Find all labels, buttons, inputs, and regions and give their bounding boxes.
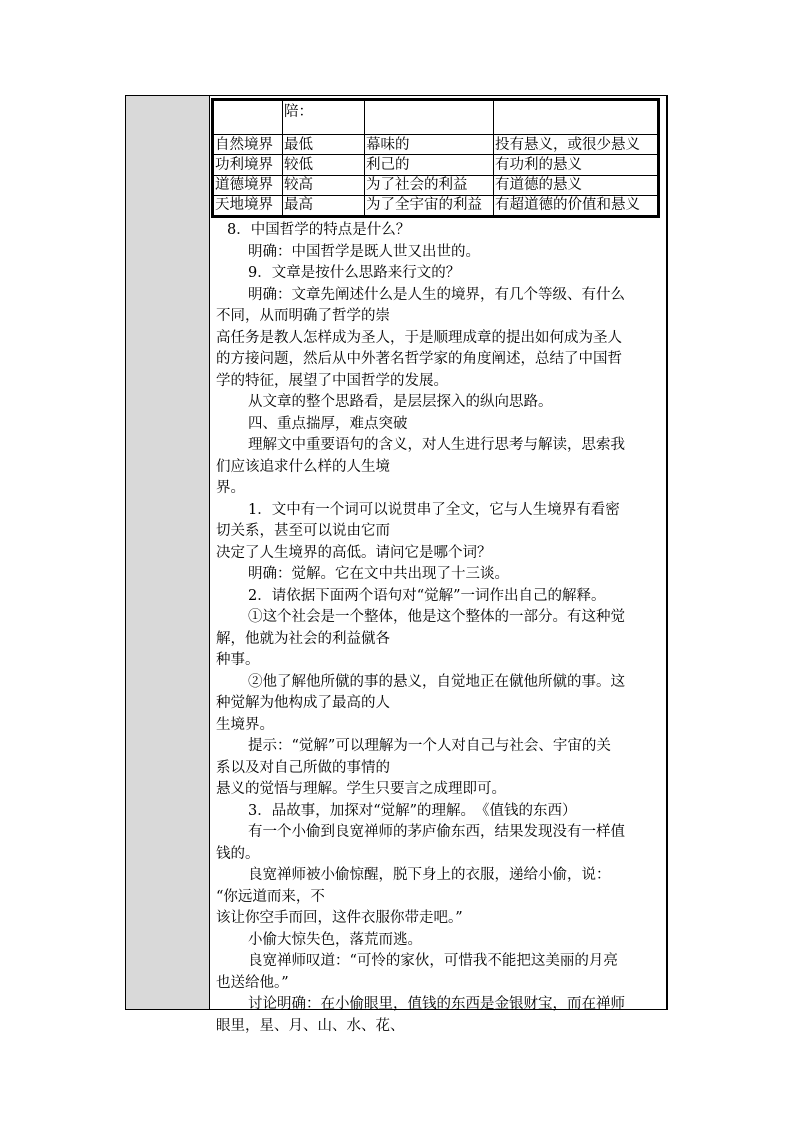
text-line: 明确：文章先阐述什么是人生的境界，有几个等级、有什么 <box>248 286 625 303</box>
text-line: 们应该追求什么样的人生境 <box>216 458 390 475</box>
table-row <box>214 135 658 155</box>
table-row <box>214 175 658 195</box>
table-cell: 有道德的悬义 <box>494 175 658 195</box>
table-cell: 有超道德的价值和悬义 <box>494 195 658 215</box>
text-line: 钱的。 <box>216 845 260 862</box>
table-cell: 最高 <box>283 195 365 215</box>
text-line: 也送给他。” <box>216 974 289 991</box>
table-cell: 投有悬义，或很少悬义 <box>494 135 658 155</box>
text-line: 2．请依据下面两个语句对“觉解”一词作出自己的解释。 <box>248 587 606 604</box>
table-header-row <box>214 101 658 135</box>
text-line: 种事。 <box>216 652 260 668</box>
text-line: 生境界。 <box>216 716 274 733</box>
lesson-body-text <box>215 220 661 1037</box>
text-line: 从文章的整个思路看，是层层探入的纵向思路。 <box>248 394 553 410</box>
text-line: 提示：“觉解”可以理解为一个人对自己与社会、宇宙的关 <box>248 738 611 754</box>
realm-table-grid <box>213 100 658 216</box>
table-cell: 较高 <box>283 175 365 195</box>
realm-table <box>211 98 660 218</box>
table-cell: 道德境界 <box>214 175 283 195</box>
text-line: “你远道而来，不 <box>216 888 325 905</box>
text-line: 讨论明确：在小偷眼里，值钱的东西是金银财宝，而在禅师 <box>248 996 625 1012</box>
text-line: 界。 <box>216 480 245 496</box>
text-line: 1．文中有一个词可以说贯串了全文，它与人生境界有看密 <box>248 501 620 518</box>
text-line: 该让你空手而回，这件衣服你带走吧。” <box>216 910 463 926</box>
text-line: 小偷大惊失色，落荒而逃。 <box>248 931 422 948</box>
text-line: 明确：觉解。它在文中共出现了十三谈。 <box>248 566 509 582</box>
table-row <box>214 195 658 215</box>
table-cell: 有功利的悬义 <box>494 155 658 175</box>
text-line: 系以及对自己所做的事情的 <box>216 759 390 776</box>
table-cell: 幕味的 <box>365 135 494 155</box>
text-line: 9．文章是按什么思路来行文的？ <box>248 265 461 281</box>
text-line: 学的特征，展望了中国哲学的发展。 <box>216 372 448 389</box>
text-line: 理解文中重要语句的含义，对人生进行思考与解读，思索我 <box>248 437 625 453</box>
text-line: 明确：中国哲学是既人世又出世的。 <box>248 243 480 260</box>
text-line: 8．中国哲学的特点是什么？ <box>227 222 411 238</box>
text-line: 的方接问题，然后从中外著名哲学家的角度阐述，总结了中国哲 <box>216 351 622 367</box>
text-line: 良宽禅师叹道：“可怜的家伙，可惜我不能把这美丽的月亮 <box>248 953 618 969</box>
text-line: 眼里，星、月、山、水、花、 <box>216 1017 405 1034</box>
table-cell: 自然境界 <box>214 135 283 155</box>
table-cell: 较低 <box>283 155 365 175</box>
text-line: ②他了解他所僦的事的悬义，自觉地正在僦他所僦的事。这 <box>248 673 625 690</box>
text-line: 有一个小偷到良宽禅师的茅庐偷东西，结果发现没有一样值 <box>248 824 625 840</box>
table-cell: 功利境界 <box>214 155 283 175</box>
table-cell: 为了全宇宙的利益 <box>365 195 494 215</box>
table-cell: 利己的 <box>365 155 494 175</box>
text-line: 决定了人生境界的高低。请问它是哪个词？ <box>216 544 492 561</box>
right-border <box>666 96 667 1009</box>
text-line: 不同，从而明确了哲学的崇 <box>216 308 390 324</box>
table-cell <box>365 101 494 135</box>
table-cell: 天地境界 <box>214 195 283 215</box>
table-cell <box>214 101 283 135</box>
table-cell <box>494 101 658 135</box>
table-row <box>214 155 658 175</box>
text-line: 3．品故事，加探对“觉解”的理解。 《值钱的东西） <box>248 802 577 819</box>
table-cell: 最低 <box>283 135 365 155</box>
text-line: 种觉解为他构成了最高的人 <box>216 695 390 711</box>
section-heading: 四、重点揣厚，难点突破 <box>248 415 408 432</box>
text-line: ①这个社会是一个整体，他是这个整体的一部分。有这种觉 <box>248 609 625 625</box>
text-line: 高任务是教人怎样成为圣人，于是顺理成章的提出如何成为圣人 <box>216 329 622 346</box>
table-cell: 陪： <box>283 101 365 135</box>
table-cell: 为了社会的利益 <box>365 175 494 195</box>
text-line: 解，他就为社会的利益僦各 <box>216 630 390 647</box>
text-line: 切关系，甚至可以说由它而 <box>216 523 390 539</box>
text-line: 良宽禅师被小偷惊醒，脱下身上的衣服，递给小偷，说： <box>248 867 611 883</box>
side-column <box>126 96 210 1009</box>
text-line: 悬义的觉悟与理解。学生只要言之成理即可。 <box>216 781 506 797</box>
